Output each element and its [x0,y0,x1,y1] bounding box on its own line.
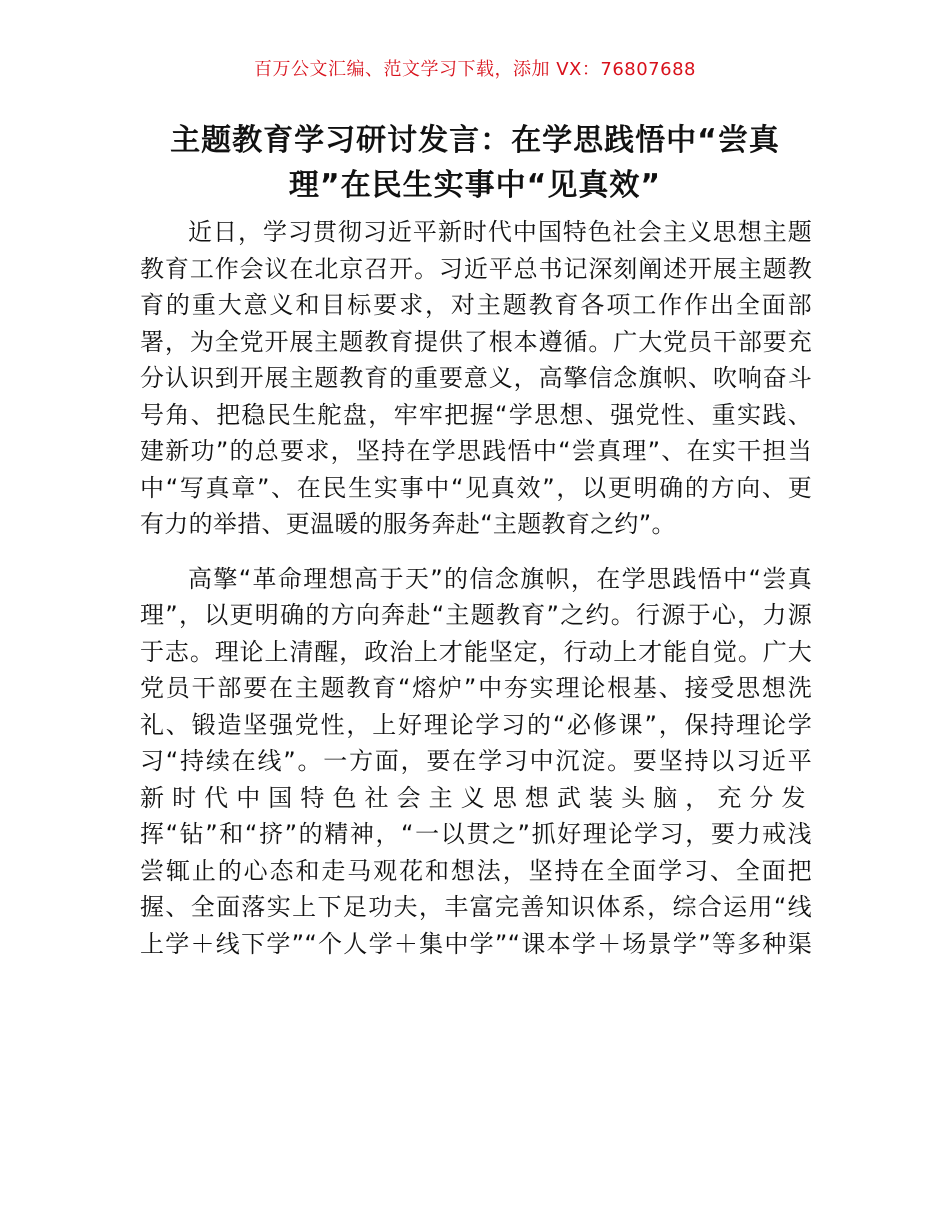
text-line: 教育工作会议在北京召开。习近平总书记深刻阐述开展主题教 [140,254,812,283]
text-line: 挥“钻”和“挤”的精神，“一以贯之”抓好理论学习，要力戒浅 [140,820,812,848]
paragraph-1 [140,214,812,543]
text-line: 中“写真章”、在民生实事中“见真效”，以更明确的方向、更 [140,473,812,502]
document-title-line: 理”在民生实事中“见真效” [288,168,662,203]
text-line: 号角、把稳民生舵盘，牢牢把握“学思想、强党性、重实践、 [140,400,812,429]
text-line: 习“持续在线”。一方面，要在学习中沉淀。要坚持以习近平 [140,747,812,775]
text-line: 署，为全党开展主题教育提供了根本遵循。广大党员干部要充 [140,327,812,356]
text-line: 理”，以更明确的方向奔赴“主题教育”之约。行源于心，力源 [140,601,812,629]
text-line: 握、全面落实上下足功夫，丰富完善知识体系，综合运用“线 [140,893,812,921]
paragraph-2 [140,561,812,963]
text-line: 上学＋线下学”“个人学＋集中学”“课本学＋场景学”等多种渠 [140,929,812,958]
text-line: 新时代中国特色社会主义思想武装头脑，充分发 [140,783,812,812]
header-banner: 百万公文汇编、范文学习下载，添加 VX：76807688 [254,59,696,80]
text-line: 尝辄止的心态和走马观花和想法，坚持在全面学习、全面把 [140,856,812,885]
text-line: 育的重大意义和目标要求，对主题教育各项工作作出全面部 [140,291,812,319]
text-line: 高擎“革命理想高于天”的信念旗帜，在学思践悟中“尝真 [188,564,812,593]
document-title-line: 主题教育学习研讨发言：在学思践悟中“尝真 [170,123,780,158]
document-body [140,214,812,980]
text-line: 党员干部要在主题教育“熔炉”中夯实理论根基、接受思想洗 [140,674,812,702]
text-line: 有力的举措、更温暖的服务奔赴“主题教育之约”。 [140,510,676,538]
text-line: 近日，学习贯彻习近平新时代中国特色社会主义思想主题 [188,218,812,246]
text-line: 于志。理论上清醒，政治上才能坚定，行动上才能自觉。广大 [140,637,812,666]
text-line: 分认识到开展主题教育的重要意义，高擎信念旗帜、吹响奋斗 [140,364,812,392]
text-line: 建新功”的总要求，坚持在学思践悟中“尝真理”、在实干担当 [140,437,812,465]
document-title [140,118,810,208]
text-line: 礼、锻造坚强党性，上好理论学习的“必修课”，保持理论学 [140,710,812,739]
